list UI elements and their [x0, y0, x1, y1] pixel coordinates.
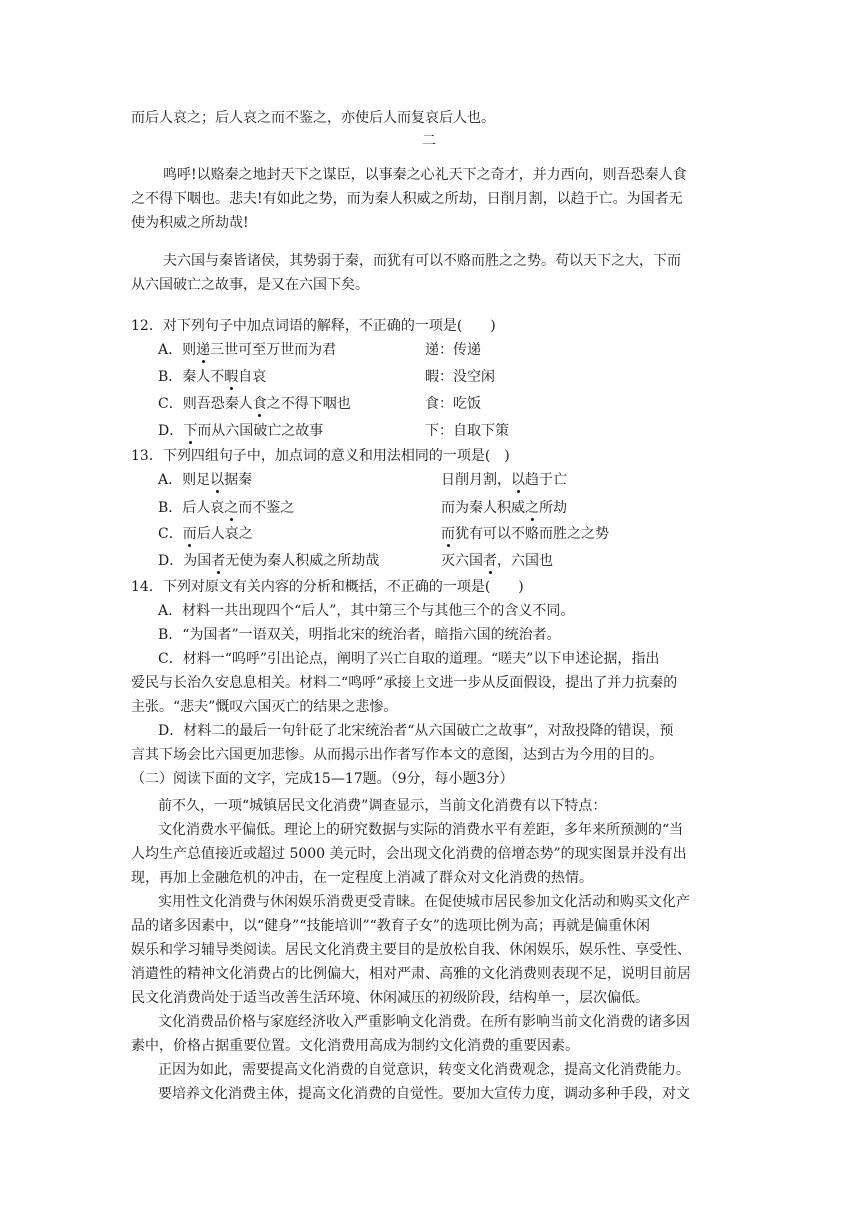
section-heading: 二 — [422, 133, 436, 149]
option-meaning: 食：吃饭 — [425, 396, 481, 412]
body-line: 实用性文化消费与休闲娱乐消费更受青睐。在促使城市居民参加文化活动和购买文化产 — [158, 894, 690, 910]
text-span: 之不得下咽也 — [266, 396, 351, 412]
dotted-char: 食 — [252, 396, 267, 412]
question-stem: 12．对下列句子中加点词语的解释，不正确的一项是( ) — [131, 318, 496, 334]
option-c — [158, 524, 253, 544]
text-span: C．则吾恐秦人 — [158, 396, 253, 412]
body-line: 素中，价格占据重要位置。文化消费用高成为制约文化消费的重要因素。 — [131, 1038, 579, 1054]
option-c — [158, 394, 351, 414]
option-a: A．材料一共出现四个“后人”，其中第三个与其他三个的含义不同。 — [158, 603, 575, 619]
option-d — [158, 551, 379, 571]
text-span: 灭六国 — [441, 553, 483, 569]
option-b: B．“为国者”一语双关，明指北宋的统治者，暗指六国的统治者。 — [158, 627, 561, 643]
text-span: B．后人哀 — [158, 500, 225, 516]
text-span: 自哀 — [238, 369, 267, 385]
dotted-char: 以 — [210, 472, 225, 488]
text-span: ，六国也 — [497, 553, 553, 569]
text-span: 而从六国破亡之故事 — [197, 423, 324, 439]
option-right — [441, 470, 567, 490]
body-line: 要培养文化消费主体，提高文化消费的自觉性。要加大宣传力度，调动多种手段，对文 — [158, 1086, 690, 1102]
body-line: 前不久，一项“城镇居民文化消费”调查显示，当前文化消费有以下特点： — [158, 798, 607, 814]
text-span: D．为国 — [158, 553, 212, 569]
option-right — [441, 498, 567, 518]
passage-line: 鸣呼!以赂秦之地封天下之谋臣，以事秦之心礼天下之奇才，并力西向，则吾恐秦人食 — [163, 167, 687, 183]
option-a — [158, 470, 252, 490]
option-d — [158, 421, 323, 441]
text-span: 而为秦人积威 — [441, 500, 525, 516]
dotted-char: 暇 — [224, 369, 239, 385]
dotted-char: 以 — [511, 472, 525, 488]
dotted-char: 下 — [183, 423, 198, 439]
text-span: 犹有可以不赂而胜之之势 — [455, 526, 609, 542]
option-b — [158, 498, 294, 518]
text-line: 而后人哀之；后人哀之而不鉴之，亦使后人而复哀后人也。 — [131, 110, 495, 126]
body-line: 娱乐和学习辅导类阅读。居民文化消费主要目的是放松自我、休闲娱乐，娱乐性、享受性、 — [131, 942, 691, 958]
text-span: 后人哀之 — [196, 526, 253, 542]
dotted-char: 之 — [525, 500, 539, 516]
option-right — [441, 524, 609, 544]
text-span: 据秦 — [224, 472, 253, 488]
dotted-char: 而 — [182, 526, 197, 542]
option-d: D．材料二的最后一句针砭了北宋统治者“从六国破亡之故事”，对敌投降的错误，预 — [158, 723, 674, 739]
passage-line: 从六国破亡之故事，是又在六国下矣。 — [131, 277, 369, 293]
body-line: 消遣性的精神文化消费占的比例偏大，相对严肃、高雅的文化消费则表现不足，说明目前居 — [131, 966, 691, 982]
dotted-char: 而 — [441, 526, 455, 542]
option-d-cont: 言其下场会比六国更加悲惨。从而揭示出作者写作本文的意图，达到古为今用的目的。 — [131, 747, 663, 763]
dotted-char: 之 — [224, 500, 239, 516]
dotted-char: 者 — [483, 553, 497, 569]
option-right — [441, 551, 553, 571]
section-heading: （二）阅读下面的文字，完成15—17题。（9分，每小题3分） — [131, 771, 514, 787]
option-c-cont: 主张。“悲夫”慨叹六国灭亡的结果之悲惨。 — [131, 699, 398, 715]
dotted-char: 者 — [211, 553, 226, 569]
text-span: 日削月割， — [441, 472, 511, 488]
option-meaning: 递：传递 — [425, 342, 481, 358]
text-span: 而不鉴之 — [238, 500, 295, 516]
question-stem: 14．下列对原文有关内容的分析和概括，不正确的一项是( ) — [131, 579, 524, 595]
option-c: C．材料一“呜呼”引出论点，阐明了兴亡自取的道理。“嗟夫”以下申述论据，指出 — [158, 651, 660, 667]
question-stem: 13．下列四组句子中，加点词的意义和用法相同的一项是( ) — [131, 448, 510, 464]
text-span: 趋于亡 — [525, 472, 567, 488]
option-c-cont: 爱民与长治久安息息相关。材料二“鸣呼”承接上文进一步从反面假设，提出了并力抗秦的 — [131, 675, 678, 691]
passage-line: 使为积威之所劫哉! — [131, 215, 249, 231]
text-span: A．则足 — [158, 472, 211, 488]
option-a — [158, 340, 336, 360]
body-line: 民文化消费尚处于适当改善生活环境、休闲减压的初级阶段，结构单一，层次偏低。 — [131, 990, 649, 1006]
text-span: B．秦人不 — [158, 369, 225, 385]
option-b — [158, 367, 266, 387]
option-meaning: 下：自取下策 — [425, 423, 509, 439]
body-line: 品的诸多因素中，以“健身”“技能培训”“教育子女”的选项比例为高；再就是偏重休闲 — [131, 918, 650, 934]
option-meaning: 暇：没空闲 — [425, 369, 495, 385]
text-span: A．则 — [158, 342, 197, 358]
body-line: 正因为如此，需要提高文化消费的自觉意识，转变文化消费观念，提高文化消费能力。 — [158, 1062, 690, 1078]
dotted-char: 递 — [196, 342, 211, 358]
body-line: 文化消费品价格与家庭经济收入严重影响文化消费。在所有影响当前文化消费的诸多因 — [158, 1014, 690, 1030]
text-span: 三世可至万世而为君 — [210, 342, 337, 358]
body-line: 现，再加上金融危机的冲击，在一定程度上消减了群众对文化消费的热情。 — [131, 870, 593, 886]
text-span: 无使为秦人积威之所劫哉 — [225, 553, 380, 569]
body-line: 文化消费水平偏低。理论上的研究数据与实际的消费水平有差距，多年来所预测的“当 — [158, 822, 684, 838]
body-line: 人均生产总值接近或超过 5000 美元时，会出现文化消费的倍增态势”的现实图景并没有出 — [131, 846, 687, 862]
passage-line: 夫六国与秦皆诸侯，其势弱于秦，而犹有可以不赂而胜之之势。苟以天下之大，下而 — [163, 253, 681, 269]
passage-line: 之不得下咽也。悲夫!有如此之势，而为秦人积威之所劫，日削月割，以趋于亡。为国者无 — [131, 191, 683, 207]
text-span: C． — [158, 526, 183, 542]
text-span: 所劫 — [539, 500, 567, 516]
text-span: D． — [158, 423, 184, 439]
